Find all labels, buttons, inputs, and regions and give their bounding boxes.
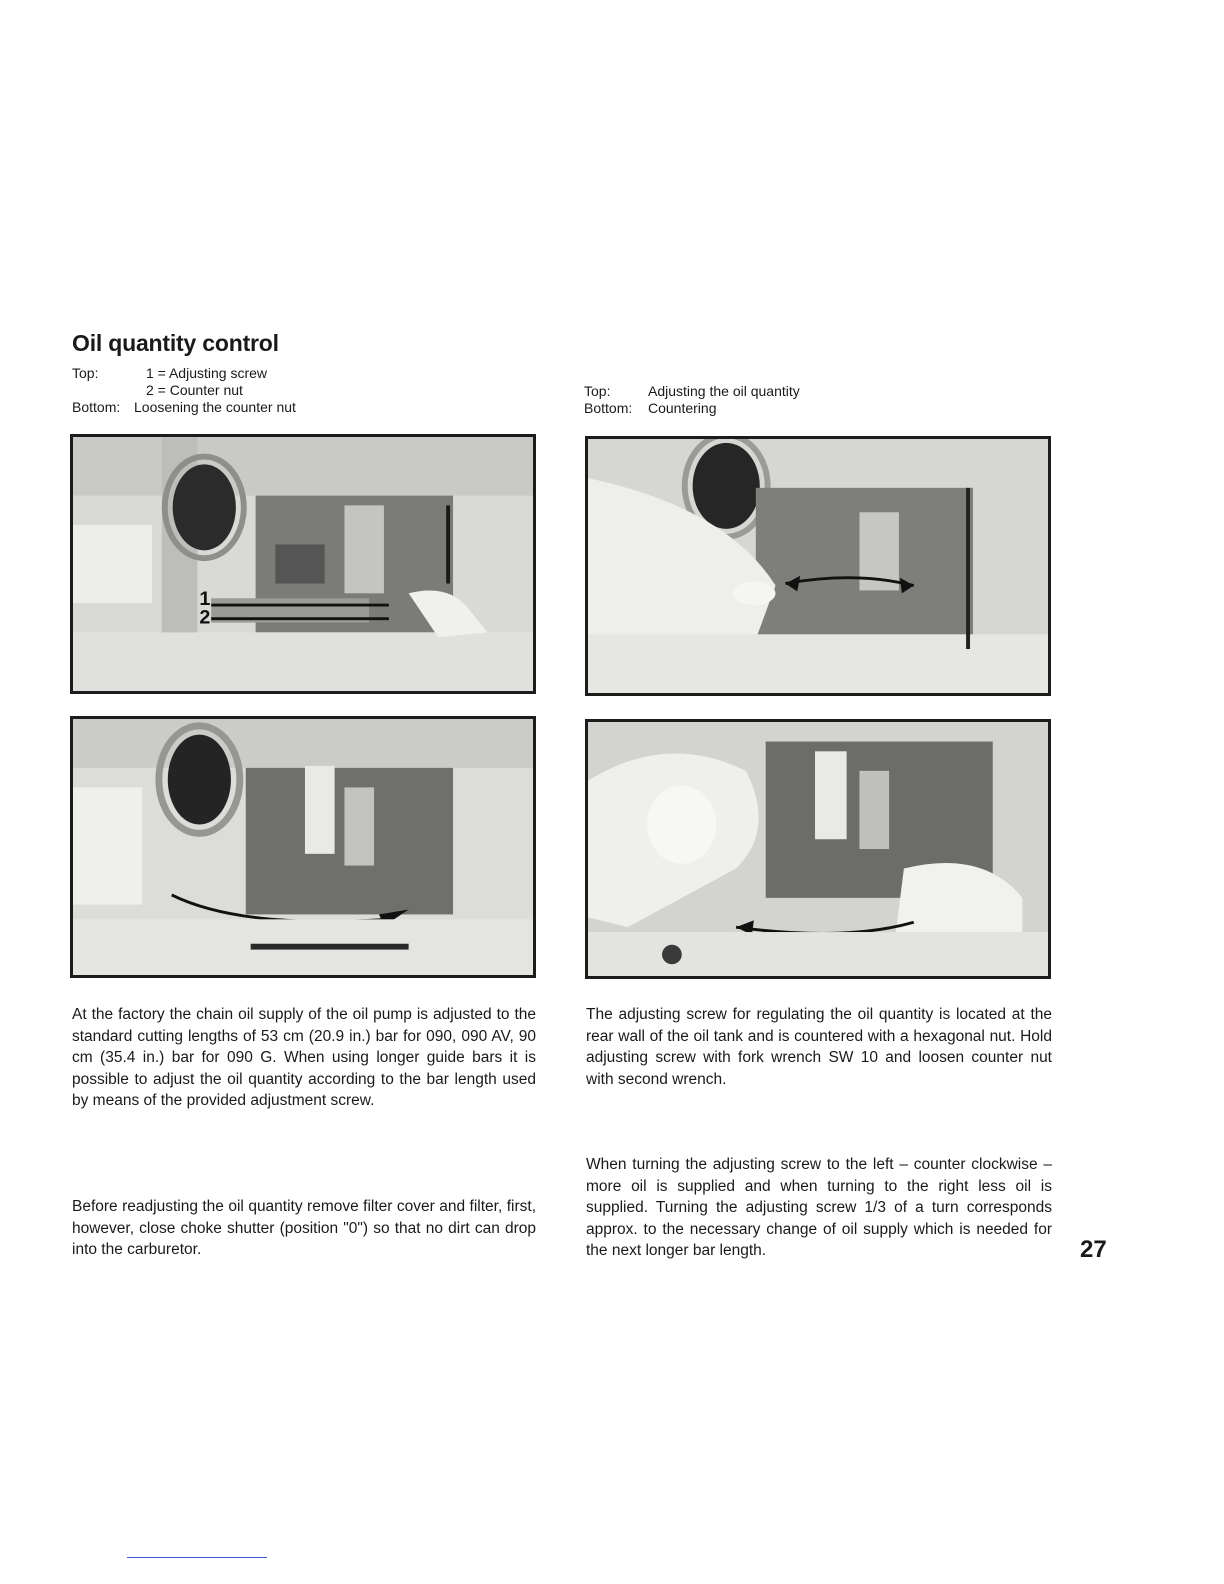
caption-top-text: Adjusting the oil quantity — [648, 383, 800, 399]
caption-bottom-text: Countering — [648, 400, 717, 416]
paragraph-factory-setting: At the factory the chain oil supply of the oil pump is adjusted to the standard cutting lengths of 53 cm (20.9 in.) bar for 090, 090 AV, 90 cm (35.4 in.) bar for 090 G. When using longer guide bars it is possible to adjust the oil quantity according to the bar length used by means of the provided adjustment screw. — [72, 1006, 536, 1109]
left-figure-caption — [72, 365, 296, 416]
paragraph-adjusting-screw-location: The adjusting screw for regulating the oil quantity is located at the rear wall of the oil tank and is countered with a hexagonal nut. Hold adjusting screw with fork wrench SW 10 and loosen counter nut with second wrench. — [586, 1006, 1052, 1088]
callout-label-2: 2 — [199, 606, 211, 629]
page-title: Oil quantity control — [72, 330, 279, 356]
photo-top-right-drawing — [588, 439, 1048, 693]
right-figure-caption — [584, 383, 800, 417]
caption-top-line-2: 2 = Counter nut — [146, 382, 243, 398]
photo-top-right — [585, 436, 1051, 696]
caption-top-label: Top: — [584, 383, 611, 399]
caption-top-label: Top: — [72, 365, 99, 381]
caption-top-line-1: 1 = Adjusting screw — [146, 365, 268, 381]
photo-top-left-drawing — [73, 437, 533, 691]
caption-bottom-label: Bottom: — [72, 399, 121, 415]
caption-bottom-text: Loosening the counter nut — [134, 399, 296, 415]
photo-bottom-right — [585, 719, 1051, 979]
callout-label-1: 1 — [199, 588, 211, 611]
paragraph-before-readjusting: Before readjusting the oil quantity remove filter cover and filter, first, however, close choke shutter (position "0") so that no dirt can drop into the carburetor. — [72, 1198, 536, 1258]
photo-top-left — [70, 434, 536, 694]
paragraph-turning-direction: When turning the adjusting screw to the left – counter clockwise – more oil is supplied and when turning to the right less oil is supplied. Turning the adjusting screw 1/3 of a turn corresponds approx. to the necessary change of oil supply which is needed for the next longer bar length. — [586, 1156, 1052, 1259]
caption-bottom-label: Bottom: — [584, 400, 633, 416]
photo-bottom-left-drawing — [73, 719, 533, 975]
photo-bottom-right-drawing — [588, 722, 1048, 976]
page-number: 27 — [1080, 1236, 1107, 1263]
footer-rule — [127, 1557, 267, 1558]
photo-bottom-left — [70, 716, 536, 978]
